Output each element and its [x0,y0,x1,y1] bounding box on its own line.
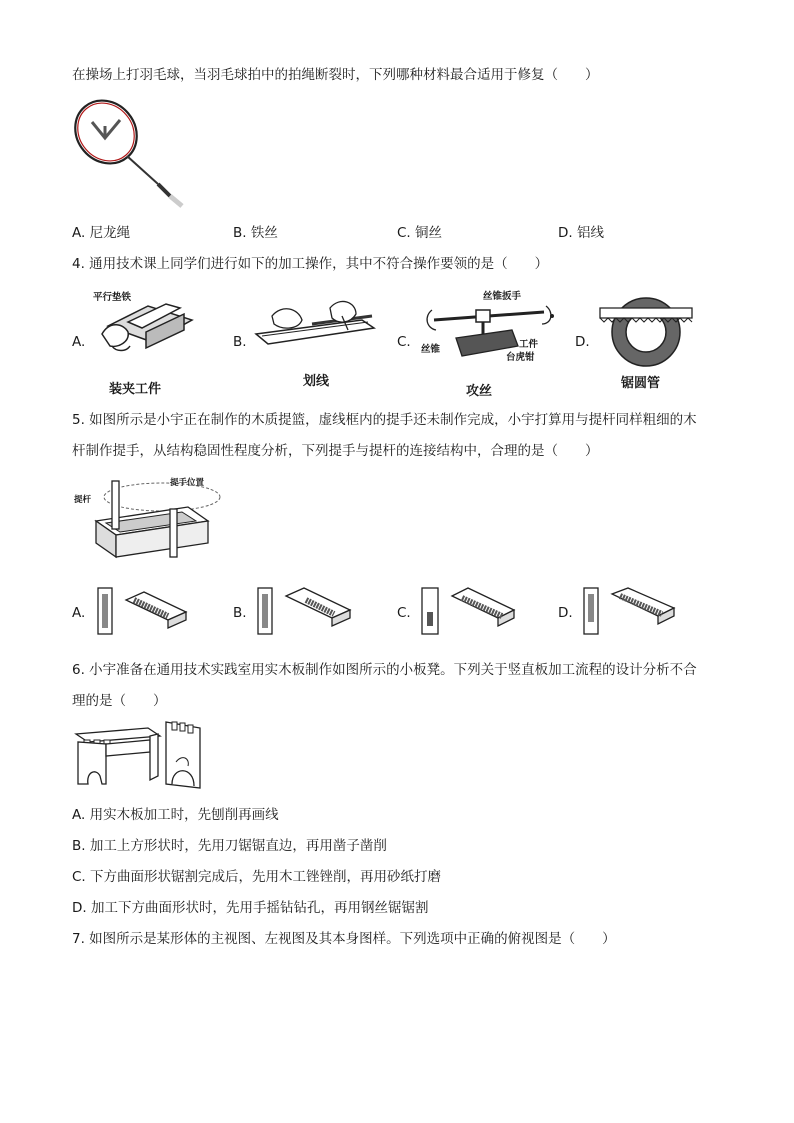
q4-letter-c: C. [397,334,411,350]
q5-stem-line1: 5. 如图所示是小宇正在制作的木质提篮，虚线框内的提手还未制作完成，小宇打算用与提杆同样粗细的木 [72,412,697,428]
label-handle-position: 提手位置 [170,478,205,488]
q6-stem-line1: 6. 小宇准备在通用技术实践室用实木板制作如图所示的小板凳。下列关于竖直板加工流程的设计分析不合 [72,662,697,678]
joint-option-b [254,584,354,638]
q4-letter-d: D. [575,334,590,350]
caption-tapping: 攻丝 [466,384,493,399]
q3-option-a: A. 尼龙绳 [72,225,131,241]
stool-figure [72,718,212,790]
label-tap-wrench: 丝锥扳手 [483,291,522,302]
q4-stem: 4. 通用技术课上同学们进行如下的加工操作，其中不符合操作要领的是（ ） [72,256,549,272]
q3-option-d: D. 铝线 [558,225,604,241]
q7-stem: 7. 如图所示是某形体的主视图、左视图及其本身图样。下列选项中正确的俯视图是（ ） [72,931,616,947]
scribing-figure [252,294,382,354]
caption-clamping: 装夹工件 [109,382,162,397]
q5-stem-line2: 杆制作提手，从结构稳固性程度分析，下列提手与提杆的连接结构中，合理的是（ ） [72,443,599,459]
q3-stem: 在操场上打羽毛球，当羽毛球拍中的拍绳断裂时，下列哪种材料最合适用于修复（ ） [72,67,599,83]
joint-option-d [580,584,676,638]
q4-letter-a: A. [72,334,86,350]
q5-letter-b: B. [233,605,247,621]
label-vise: 台虎钳 [506,352,535,363]
q6-stem-line2: 理的是（ ） [72,693,167,709]
q6-option-a: A. 用实木板加工时，先刨削再画线 [72,807,279,823]
label-tap: 丝锥 [421,344,441,355]
q5-letter-a: A. [72,605,86,621]
tapping-figure [420,300,560,360]
q3-option-c: C. 铜丝 [397,225,443,241]
basket-figure [72,473,222,573]
q6-option-b: B. 加工上方形状时，先用刀锯锯直边，再用凿子凿削 [72,838,387,854]
q5-letter-d: D. [558,605,573,621]
caption-scribing: 划线 [303,374,330,389]
q6-option-c: C. 下方曲面形状锯割完成后，先用木工锉锉削，再用砂纸打磨 [72,869,442,885]
label-parallel-block: 平行垫铁 [93,292,132,303]
q4-letter-b: B. [233,334,247,350]
label-workpiece: 工件 [519,339,539,350]
label-rod: 提杆 [74,495,92,505]
badminton-racket-figure [72,96,192,212]
q5-letter-c: C. [397,605,411,621]
joint-option-c [418,584,518,638]
caption-sawing-pipe: 锯圆管 [621,376,661,391]
sawing-pipe-figure [598,290,694,370]
q6-option-d: D. 加工下方曲面形状时，先用手摇钻钻孔，再用钢丝锯锯割 [72,900,429,916]
q3-option-b: B. 铁丝 [233,225,278,241]
joint-option-a [94,584,188,638]
